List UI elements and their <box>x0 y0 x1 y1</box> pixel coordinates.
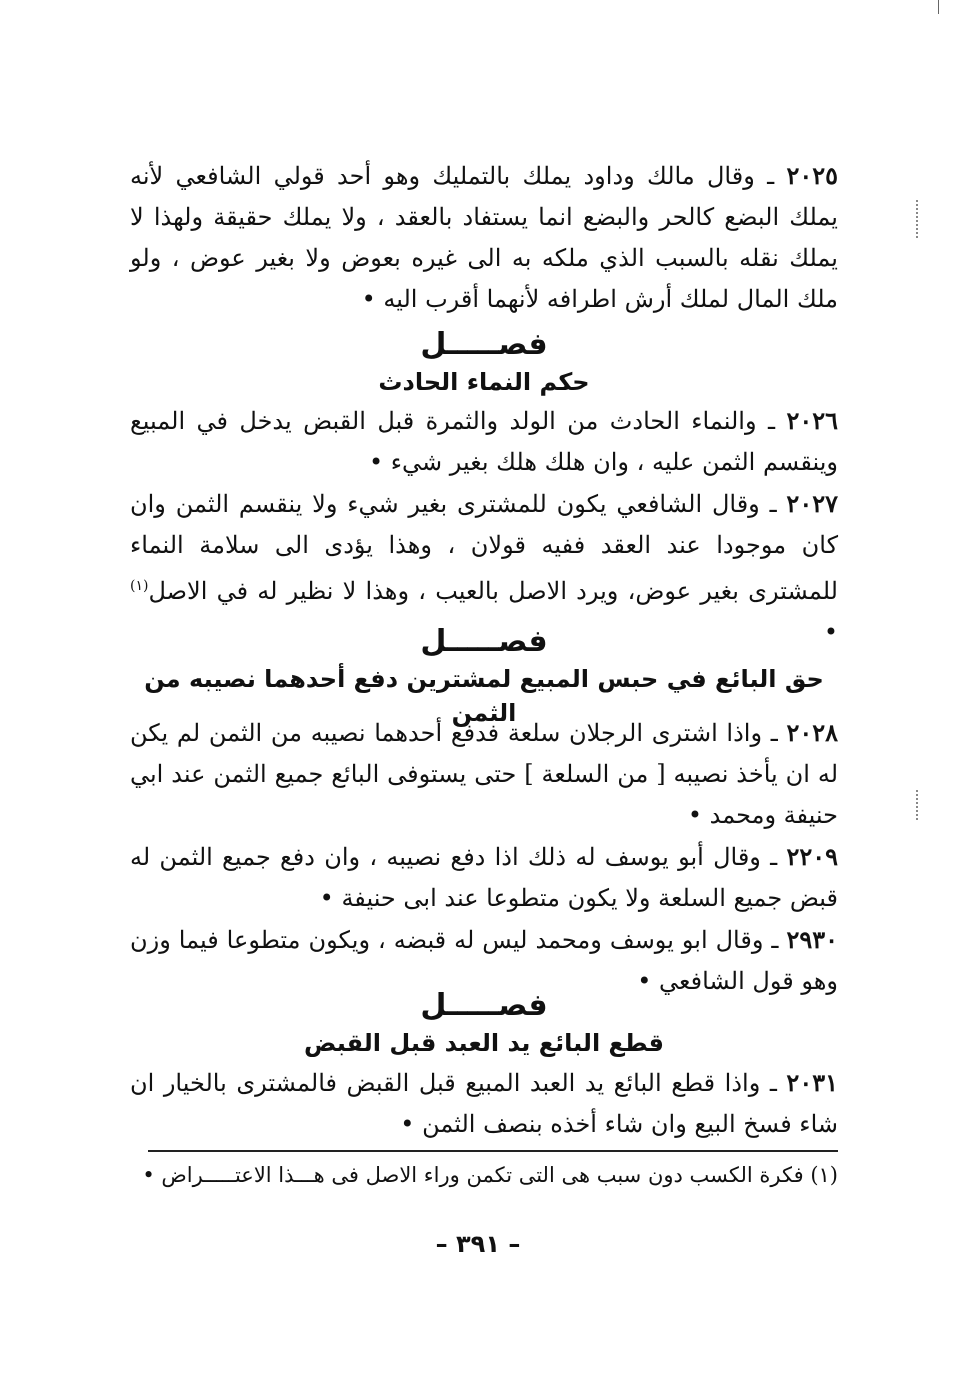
section-title: حق البائع في حبس المبيع لمشترين دفع أحدهما نصيبه من الثمن <box>144 665 824 727</box>
section-title: قطع البائع يد العبد قبل القبض <box>303 1029 665 1057</box>
paragraph <box>130 155 838 320</box>
footnote-ref: (١) <box>130 578 149 594</box>
paragraph-number: ٢٠٣١ <box>786 1068 838 1097</box>
section-title: حكم النماء الحادث <box>378 368 590 396</box>
paragraph-number: ٢٢٠٩ <box>786 842 839 871</box>
paragraph-text: ـ واذا قطع البائع يد العبد المبيع قبل القبض فالمشترى بالخيار ان شاء فسخ البيع وان شاء أخذه بنصف الثمن • <box>130 1069 838 1138</box>
margin-dots-lower <box>916 790 922 820</box>
paragraph <box>130 400 838 483</box>
section-fasl: فصـــــل <box>420 988 548 1023</box>
footnote-separator <box>148 1150 838 1152</box>
footnote <box>140 1158 838 1192</box>
margin-dots-upper <box>916 200 922 238</box>
paragraph-text: ـ والنماء الحادث من الولد والثمرة قبل القبض يدخل في المبيع وينقسم الثمن عليه ، وان هلك هلك بغير شيء • <box>130 407 838 476</box>
section-heading-1 <box>130 325 838 399</box>
page-number: – ٣٩١ – <box>435 1230 521 1258</box>
paragraph-text: ـ وقال ابو يوسف ومحمد ليس له قبضه ، ويكون متطوعا فيما وزن وهو قول الشافعي • <box>130 926 838 995</box>
section-2-body <box>130 712 838 1002</box>
paragraph-text: ـ واذا اشترى الرجلان سلعة فدفع أحدهما نصيبه من الثمن لم يكن له ان يأخذ نصيبه [ من السلعة ] حتى يستوفى البائع جميع الثمن عند ابي حنيفة ومحمد • <box>130 719 838 829</box>
paragraph-number: ٢٠٢٥ <box>786 161 838 190</box>
paragraph <box>130 712 838 836</box>
paragraph-number: ٢٠٢٧ <box>786 489 838 518</box>
paragraph-text: ـ وقال أبو يوسف له ذلك اذا دفع نصيبه ، وان دفع جميع الثمن له قبض جميع السلعة ولا يكون متطوعا عند ابى حنيفة • <box>130 843 838 912</box>
footnote-text: فكرة الكسب دون سبب هى التى تكمن وراء الاصل فى هـــذا الاعتـــــراض • <box>142 1163 804 1187</box>
paragraph-number: ٢٠٢٦ <box>786 406 838 435</box>
paragraph-text: ـ وقال الشافعي يكون للمشترى بغير شيء ولا ينقسم الثمن وان كان موجودا عند العقد ففيه قولان ، وهذا يؤدى الى سلامة النماء للمشترى بغير عوض، ويرد الاصل بالعيب ، وهذا لا نظير له في الاصل <box>130 490 838 605</box>
paragraph <box>130 1062 838 1145</box>
footnote-marker: (١) <box>810 1163 838 1187</box>
paragraph-number: ٢٠٢٨ <box>786 718 838 747</box>
paragraph-text: ـ وقال مالك وداود يملك بالتمليك وهو أحد قولي الشافعي لأنه يملك البضع كالحر والبضع انما يستفاد بالعقد ، ولا يملك حقيقة ولهذا لا يملك نقله بالسبب الذي ملكه به الى غيره بعوض ولا بغير عوض ، ولو ملك المال لملك أرش اطرافه لأنهما أقرب اليه • <box>130 162 838 313</box>
section-heading-3 <box>130 986 838 1060</box>
paragraph <box>130 836 838 919</box>
paragraph-end: • <box>823 618 838 646</box>
scan-mark <box>938 0 939 14</box>
section-1-body <box>130 400 838 653</box>
section-3-body <box>130 1062 838 1145</box>
paragraph-2025-block <box>130 155 838 320</box>
section-fasl: فصـــــل <box>420 327 548 362</box>
section-fasl: فصـــــل <box>420 624 548 659</box>
paragraph-number: ٢٩٣٠ <box>786 925 838 954</box>
